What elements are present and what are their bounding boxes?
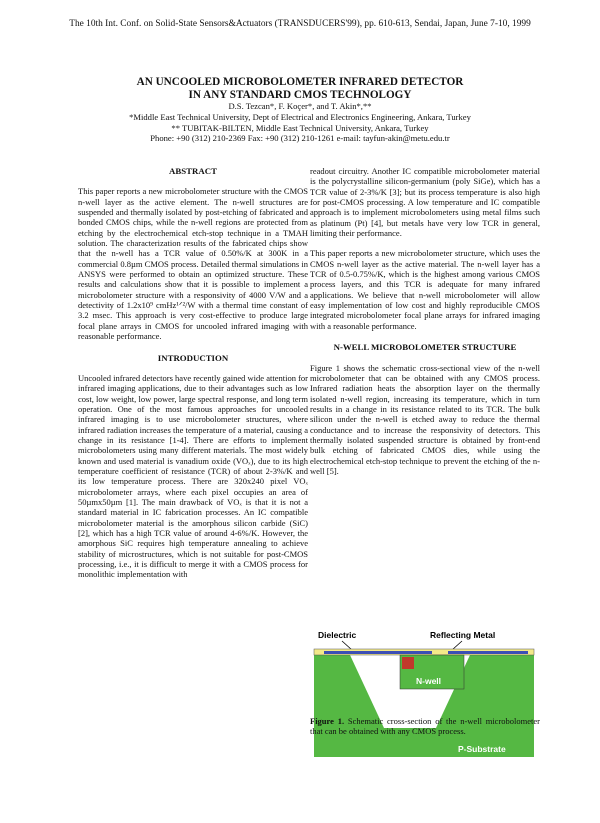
- caption-label: Figure 1.: [310, 716, 345, 726]
- nwell-structure-heading: N-WELL MICROBOLOMETER STRUCTURE: [333, 342, 517, 353]
- figure-1-caption: [310, 716, 540, 737]
- left-column: [78, 166, 308, 580]
- metal-pointer: [452, 641, 462, 650]
- right-paragraph-3: Figure 1 shows the schematic cross-sectional view of the n-well microbolometer that can be obtained with any CMOS process. Infrared radiation heats the absorption layer on the thermally isolated n-well region, increasing its temperature, which in turn results in a change in its resistance related to its TCR. The bulk silicon under the n-well is etched away to reduce the thermal conductance and to increase the responsivity of detectors. This thermally isolated suspended structure is obtained by front-end bulk etching of fabricated CMOS dies, while using the electrochemical etch-stop technique to prevent the etching of the n-well [5].: [310, 362, 540, 476]
- title-line-2: IN ANY STANDARD CMOS TECHNOLOGY: [188, 89, 412, 101]
- paper-title: [0, 76, 600, 102]
- dielectric-pointer: [342, 641, 352, 650]
- caption-text: Schematic cross-section of the n-well microbolometer that can be obtained with any CMOS process.: [310, 716, 540, 737]
- introduction-text: Uncooled infrared detectors have recently gained wide attention for infrared imaging applications, due to their advantages such as low cost, low weight, low power, large spectral response, and long term operation. One of the most famous approaches for uncooled infrared imaging is to use microbolometer structures, where infrared radiation increases the temperature of a material, causing a change in its resistance [1-4]. There are efforts to implement microbolometers using many different materials. The most widely known and used material is vanadium oxide (VOₓ), due to its high temperature coefficient of resistance (TCR) of about 2-3%/K and its low temperature process. There are 320x240 pixel VOₓ microbolometer arrays, where each pixel occupies an area of 50µmx50µm [1]. The main drawback of VOₓ is that it is not a standard material in IC fabrication processes. An IC compatible microbolometer material is the amorphous silicon carbide (SiC) [2], which has a high TCR value of around 4-6%/K. However, the amorphous SiC requires high temperature annealing to achieve stability of microstructures, which is not suitable for post-CMOS processing, i.e., it is difficult to merge it with a CMOS process for monolithic implementation with: [78, 372, 308, 580]
- label-dielectric: Dielectric: [318, 630, 357, 640]
- introduction-heading: INTRODUCTION: [157, 352, 229, 363]
- right-paragraph-2: This paper reports a new microbolometer structure, which uses the CMOS n-well layer as the active material. The n-well layer has a TCR of 0.5-0.75%/K, which is the highest among various CMOS process layers, and this TCR is adequate for many infrared applications. We believe that n-well microbolometer will allow easy implementation of low cost and highly reproducible CMOS integrated microbolometer focal plane arrays for infrared imaging with a reasonable performance.: [310, 248, 540, 331]
- abstract-heading: ABSTRACT: [169, 166, 217, 176]
- right-paragraph-1: readout circuitry. Another IC compatible microbolometer material is the polycrystalline silicon-germanium (poly SiGe), which has a TCR value of 2-3%/K [3]; but its process temperature is also high for post-CMOS processing. A low temperature and IC compatible approach is to implement microbolometers using metal films such as platinum (Pt) [4], but metals have very low TCR in general, limiting their performance.: [310, 166, 540, 239]
- affiliation-1: *Middle East Technical University, Dept of Electrical and Electronics Engineering, Ankara, Turkey: [129, 111, 471, 122]
- figure-1-cross-section: [312, 573, 540, 823]
- affiliation-2: ** TUBITAK-BILTEN, Middle East Technical University, Ankara, Turkey: [171, 122, 429, 133]
- reflecting-metal-layer-right: [448, 651, 528, 654]
- label-p-substrate: P-Substrate: [458, 744, 506, 754]
- abstract-text: This paper reports a new microbolometer structure with the CMOS n-well layer as the active element. The n-well structures are suspended and thermally isolated by post-etching of fabricated and bonded CMOS chips, while the n-well regions are protected from etching by the electrochemical etch-stop technique in a TMAH solution. The characterization results of the fabricated chips show that the n-well has a TCR value of 0.50%/K at 300K in a commercial 0.8µm CMOS process. Detailed thermal simulations in ANSYS were performed to obtain an optimized structure. These results and calculations show that it is possible to implement a microbolometer structure with a responsivity of 4000 V/W and a detectivity of 1.2x10⁹ cmHz¹ᐟ²/W with a thermal time constant of 3.2 msec. This approach is very cost-effective to produce large focal plane arrays in CMOS for uncooled infrared imaging with reasonable performance.: [78, 186, 308, 342]
- author-names: D.S. Tezcan*, F. Koçer*, and T. Akin*,**: [228, 101, 372, 111]
- page-header: The 10th Int. Conf. on Solid-State Sensors&Actuators (TRANSDUCERS'99), pp. 610-613, Sendai, Japan, June 7-10, 1999: [69, 19, 531, 29]
- reflecting-metal-layer: [324, 651, 432, 654]
- label-n-well: N-well: [416, 676, 442, 686]
- contact-region: [402, 657, 414, 669]
- author-block: [0, 101, 600, 144]
- label-reflecting-metal: Reflecting Metal: [430, 630, 496, 640]
- title-line-1: AN UNCOOLED MICROBOLOMETER INFRARED DETECTOR: [136, 76, 464, 88]
- contact-info: Phone: +90 (312) 210-2369 Fax: +90 (312) 210-1261 e-mail: tayfun-akin@metu.edu.tr: [150, 133, 450, 144]
- right-column: [310, 166, 540, 476]
